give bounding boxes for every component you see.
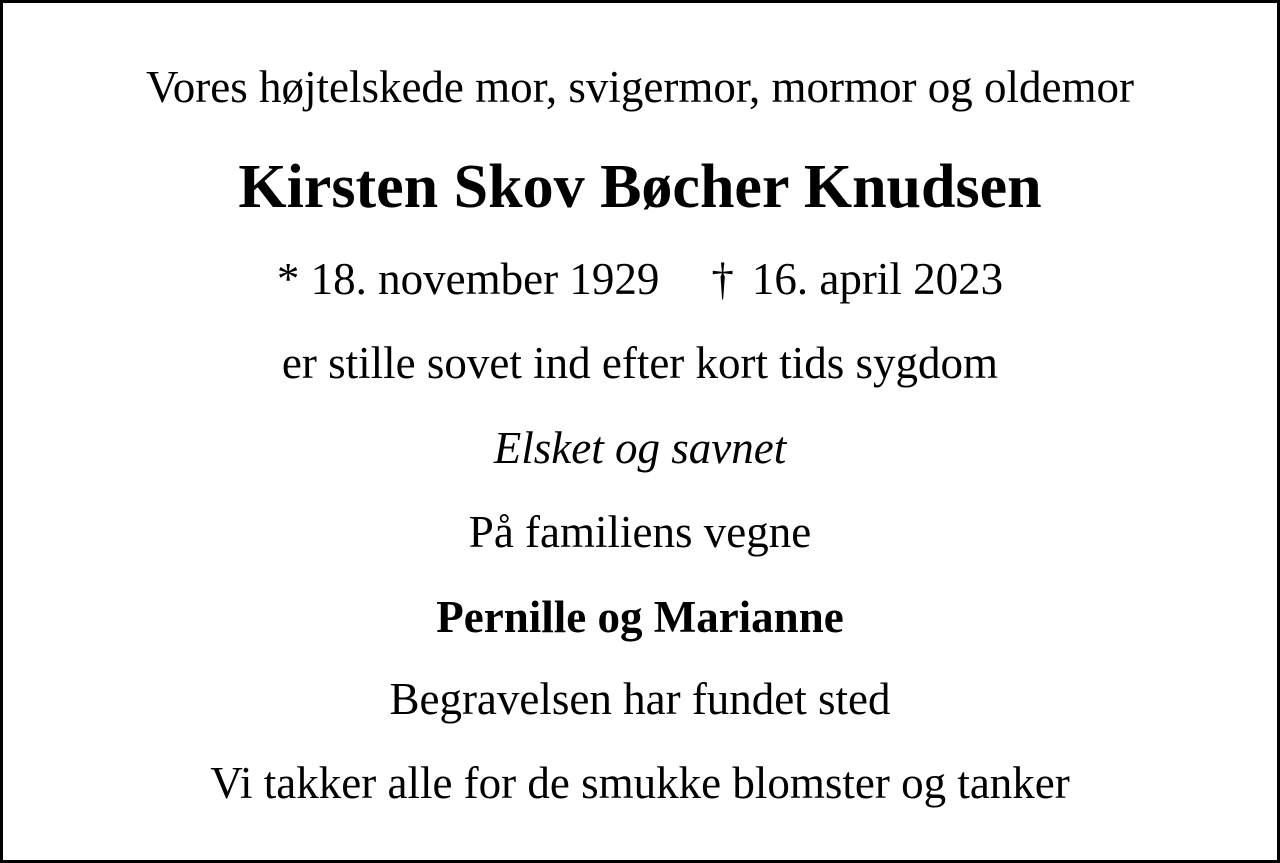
cross-icon: †	[711, 254, 734, 304]
behalf-line: På familiens vegne	[468, 507, 812, 557]
funeral-line: Begravelsen har fundet sted	[389, 674, 891, 724]
loved-line: Elsket og savnet	[493, 423, 787, 473]
birth-date: * 18. november 1929	[276, 254, 660, 304]
deceased-name: Kirsten Skov Bøcher Knudsen	[238, 153, 1042, 221]
intro-line: Vores højtelskede mor, svigermor, mormor og oldemor	[146, 62, 1134, 112]
death-date: 16. april 2023	[751, 254, 1004, 304]
thanks-line: Vi takker alle for de smukke blomster og tanker	[210, 758, 1070, 808]
signers-line: Pernille og Marianne	[436, 592, 844, 642]
passing-line: er stille sovet ind efter kort tids sygdom	[281, 338, 999, 388]
life-dates	[3, 254, 1277, 304]
